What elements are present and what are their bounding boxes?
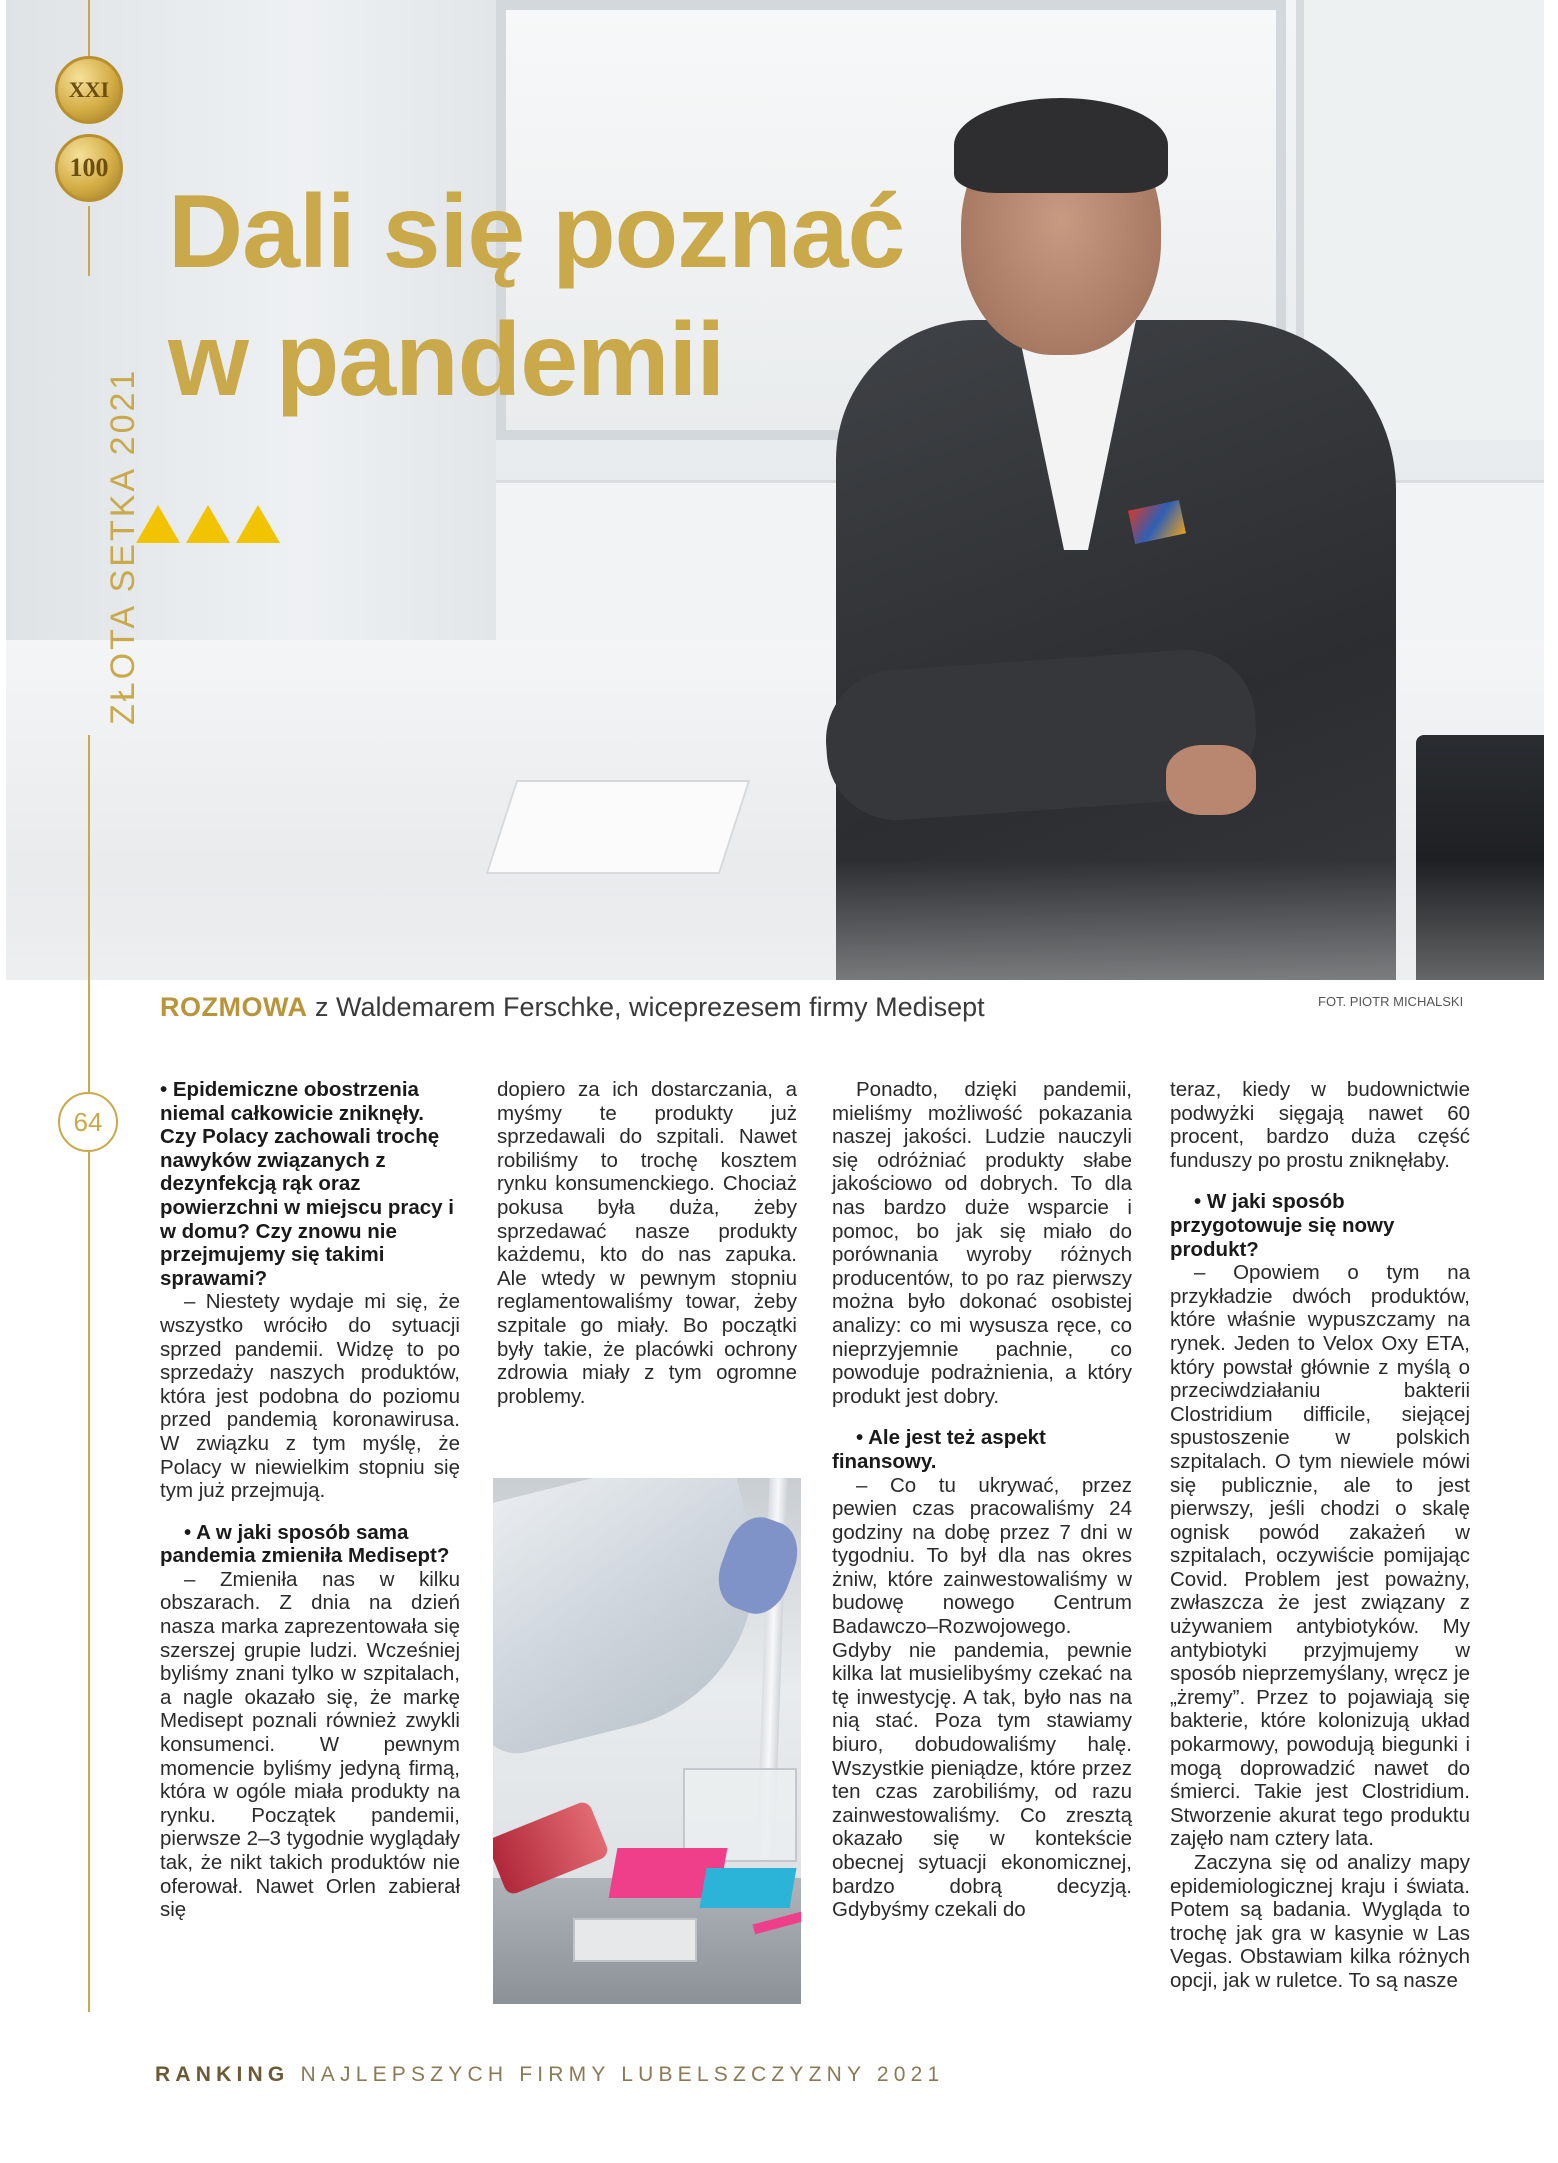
paragraph: dopiero za ich dostarczania, a myśmy te produkty już sprzedawali do szpitali. Nawet robiliśmy to trochę kosztem rynku konsumenckiego. Chociaż pokusa była duża, żeby sprzedawać nasze produkty każdemu, kto do nas zapuka. Ale wtedy w pewnym stopniu reglamentowaliśmy towar, żeby szpitale go miały. Bo początki były takie, że placówki ochrony zdrowia miały z tym ogromne problemy.	[497, 1078, 797, 1408]
column-1	[160, 1078, 460, 1922]
anniversary-badge: XXI	[55, 56, 123, 124]
answer: – Niestety wydaje mi się, że wszystko wróciło do sytuacji sprzed pandemii. Widzę to po sprzedaży naszych produktów, która jest podobna do poziomu przed pandemią koronawirusa. W związku z tym myślę, że Polacy w niewielkim stopniu się tym już przejmują.	[160, 1290, 460, 1503]
column-2	[497, 1078, 797, 1408]
question: • W jaki sposób przygotowuje się nowy produkt?	[1170, 1190, 1395, 1261]
photo-fade	[6, 860, 1544, 980]
footer-bold: RANKING	[155, 2063, 290, 2086]
title-line-2: w pandemii	[168, 302, 725, 418]
column-3	[832, 1078, 1132, 1922]
column-4	[1170, 1078, 1470, 1993]
warning-sign-icon	[236, 505, 280, 545]
answer: – Zmieniła nas w kilku obszarach. Z dnia na dzień nasza marka zaprezentowała się szerszej grupie ludzi. Wcześniej byliśmy znani tylko w szpitalach, a nagle okazało się, że markę Medisept poznali również zwykli konsumenci. W pewnym momencie byliśmy jedyną firmą, która w ogóle miała produkty na rynku. Początek pandemii, pierwsze 2–3 tygodnie wyglądały tak, że nikt takich produktów nie oferował. Nawet Orlen zabierał się	[160, 1567, 460, 1922]
question: • A w jaki sposób sama pandemia zmieniła Medisept?	[160, 1520, 450, 1568]
well-plate	[573, 1918, 697, 1962]
biohazard-sign-icon	[186, 505, 230, 545]
hero-photo	[6, 0, 1544, 980]
tube-rack-blue	[699, 1868, 796, 1908]
article-title	[168, 168, 904, 424]
footer-rest: NAJLEPSZYCH FIRMY LUBELSZCZYZNY 2021	[289, 2063, 945, 2086]
section-label: ROZMOWA	[160, 992, 308, 1022]
rail-line-lower	[88, 735, 90, 1092]
rail-line-mid	[88, 206, 90, 276]
man-hair	[954, 98, 1168, 193]
answer: Zaczyna się od analizy mapy epidemiologicznej kraju i świata. Potem są badania. Wygląda to trochę jak gra w kasynie w Las Vegas. Obstawiam kilka różnych opcji, jak w ruletce. To są nasze	[1170, 1851, 1470, 1992]
vertical-section-label: ZŁOTA SETKA 2021	[104, 367, 142, 725]
ranking-100-badge: 100	[55, 134, 123, 202]
question: • Epidemiczne obostrzenia niemal całkowicie zniknęły. Czy Polacy zachowali trochę nawyków związanych z dezynfekcją rąk oraz powierzchni w miejscu pracy i w domu? Czy znowu nie przejmujemy się takimi sprawami?	[160, 1078, 454, 1290]
title-line-1: Dali się poznać	[168, 174, 905, 290]
question: • Ale jest też aspekt finansowy.	[832, 1426, 1046, 1473]
inset-lab-photo	[493, 1478, 801, 2004]
answer: – Opowiem o tym na przykładzie dwóch produktów, które właśnie wypuszczamy na rynek. Jeden to Velox Oxy ETA, który powstał głównie z myślą o przeciwdziałaniu bakterii Clostridium difficile, siejącej spustoszenie w polskich szpitalach. O tym niewiele mówi się publicznie, ale to jest pierwszy, jeśli chodzi o skalę ognisk powód zakażeń w szpitalach, oczywiście pomijając Covid. Problem jest poważny, zwłaszcza że jest związany z używaniem antybiotyków. My antybiotyki przyjmujemy w sposób nieprzemyślany, wręcz je „żremy”. Przez to pojawiają się bakterie, które kolonizują układ pokarmowy, powodują biegunki i mogą doprowadzić nawet do śmierci. Takie jest Clostridium. Stworzenie akurat tego produktu zajęło nam cztery lata.	[1170, 1261, 1470, 1851]
rail-line-bottom	[88, 1152, 90, 2012]
subtitle-text: z Waldemarem Ferschke, wiceprezesem firmy Medisept	[307, 992, 985, 1022]
photo-credit: FOT. PIOTR MICHALSKI	[1318, 994, 1464, 1009]
page-footer	[155, 2063, 944, 2087]
paragraph: teraz, kiedy w budownictwie podwyżki sięgają nawet 60 procent, bardzo duża część funduszy po prostu zniknęłaby.	[1170, 1078, 1470, 1172]
rail-line-top	[88, 0, 90, 56]
paragraph: Ponadto, dzięki pandemii, mieliśmy możliwość pokazania naszej jakości. Ludzie nauczyli się odróżniać produkty słabe jakościowo od dobrych. To dla nas bardzo duże wsparcie i pomoc, bo jak się miało do porównania wyroby różnych producentów, to po raz pierwszy można było dokonać osobistej analizy: co mi wysusza ręce, co nieprzyjemnie pachnie, co powoduje podrażnienia, a który produkt jest dobry.	[832, 1078, 1132, 1408]
hand	[1166, 745, 1256, 815]
interview-subtitle	[160, 992, 985, 1023]
answer: – Co tu ukrywać, przez pewien czas pracowaliśmy 24 godziny na dobę przez 7 dni w tygodniu. To był dla nas okres żniw, które zainwestowaliśmy w budowę nowego Centrum Badawczo–Rozwojowego. Gdyby nie pandemia, pewnie kilka lat musielibyśmy czekać na tę inwestycję. A tak, było nas na nią stać. Poza tym stawiamy biuro, dobudowaliśmy halę. Wszystkie pieniądze, które przez ten czas zarobiliśmy, od razu zainwestowaliśmy. Co zresztą okazało się w kontekście obecnej sytuacji ekonomicznej, bardzo dobrą decyzją. Gdybyśmy czekali do	[832, 1473, 1132, 1922]
page-number: 64	[58, 1092, 118, 1152]
protective-sleeve	[493, 1478, 789, 1762]
